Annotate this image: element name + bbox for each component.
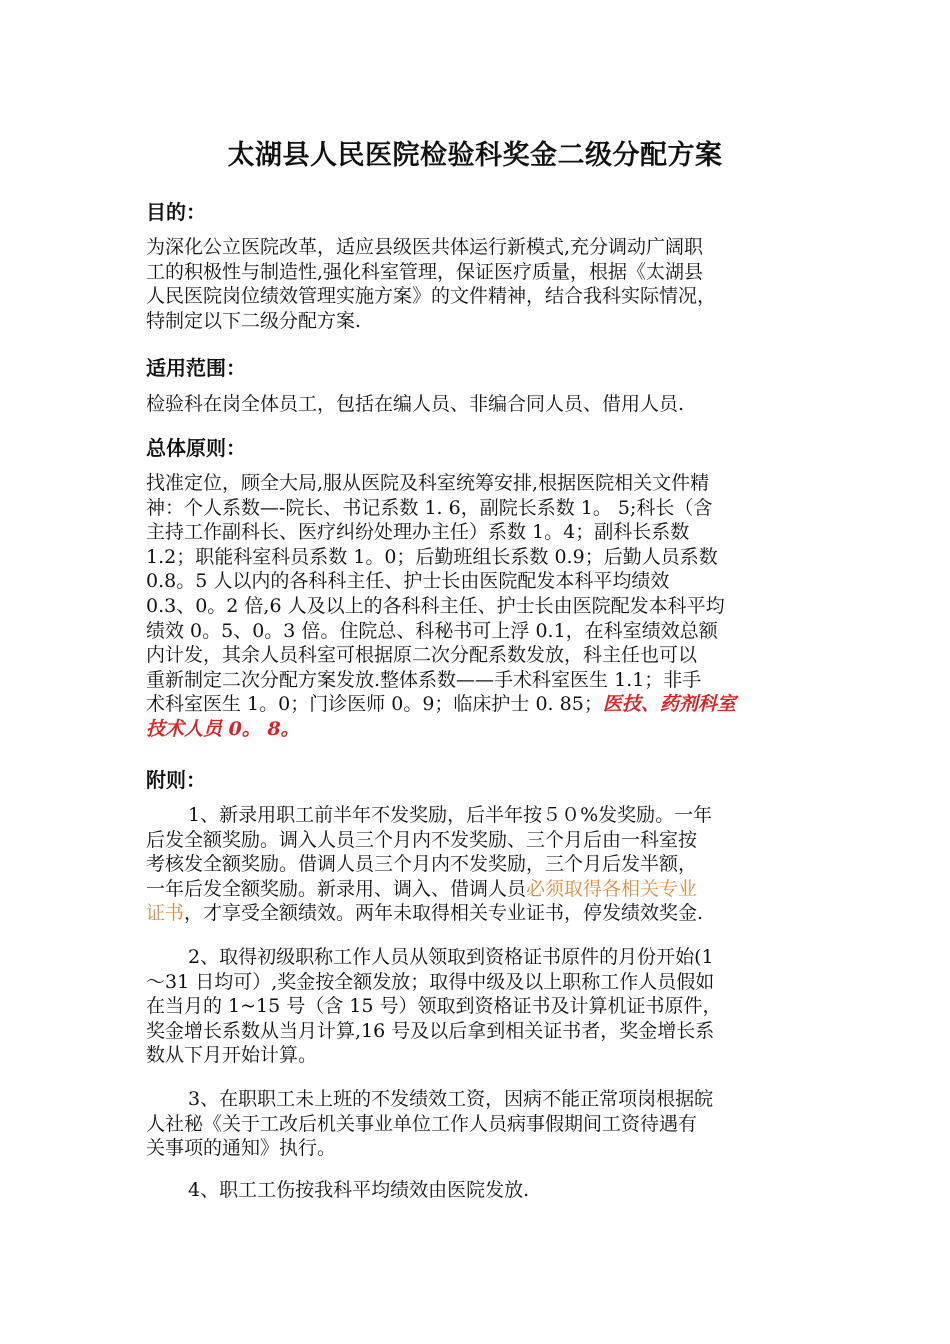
paragraph-scope xyxy=(146,392,808,417)
appendix-item-1 xyxy=(146,803,808,926)
text-line: 3、在职职工未上班的不发绩效工资，因病不能正常项岗根据皖 xyxy=(188,1088,714,1110)
text-line: 4、职工工伤按我科平均绩效由医院发放. xyxy=(188,1179,530,1201)
section-heading-principles: 总体原则： xyxy=(146,436,246,460)
text-segment: ，才享受全额绩效。两年未取得相关专业证书，停发绩效奖金. xyxy=(184,902,704,925)
section-heading-purpose: 目的： xyxy=(146,200,206,224)
text-line: 关事项的通知》执行。 xyxy=(146,1137,337,1160)
text-line: 神：个人系数—-院长、书记系数 1. 6，副院长系数 1。 5;科长（含 xyxy=(146,496,713,519)
text-line: 1.2；职能科室科员系数 1。0；后勤班组长系数 0.9；后勤人员系数 xyxy=(146,545,718,568)
text-line: 0.8。5 人以内的各科科主任、护士长由医院配发本科平均绩效 xyxy=(146,570,670,593)
appendix-item-2 xyxy=(146,945,808,1068)
text-line-mixed xyxy=(146,901,808,926)
text-segment: 术科室医生 1。0；门诊医师 0。9；临床护士 0. 85； xyxy=(146,693,603,716)
text-line-mixed xyxy=(146,692,808,717)
text-line: 主持工作副科长、医疗纠纷处理办主任）系数 1。4；副科长系数 xyxy=(146,521,690,544)
text-line: 后发全额奖励。调入人员三个月内不发奖励、三个月后由一科室按 xyxy=(146,828,698,851)
highlight-orange-text: 证书 xyxy=(146,902,185,925)
text-line: 检验科在岗全体员工，包括在编人员、非编合同人员、借用人员. xyxy=(146,393,685,415)
highlight-red-text: 技术人员 0。 8。 xyxy=(146,717,300,740)
text-line: 1、新录用职工前半年不发奖励，后半年按５０%发奖励。一年 xyxy=(188,804,713,826)
text-line: 重新制定二次分配方案发放.整体系数——手术科室医生 1.1；非手 xyxy=(146,668,702,691)
highlight-orange-text: 必须取得各相关专业 xyxy=(526,877,698,900)
text-line: 考核发全额奖励。借调人员三个月内不发奖励，三个月后发半额， xyxy=(146,853,698,876)
text-line: 内计发，其余人员科室可根据原二次分配系数发放，科主任也可以 xyxy=(146,644,698,667)
text-line: 数从下月开始计算。 xyxy=(146,1044,318,1067)
text-line: ～31 日均可）,奖金按全额发放；取得中级及以上职称工作人员假如 xyxy=(146,970,715,993)
text-line: 0.3、0。2 倍,6 人及以上的各科科主任、护士长由医院配发本科平均 xyxy=(146,594,725,617)
text-line: 工的积极性与制造性,强化科室管理，保证医疗质量，根据《太湖县 xyxy=(146,260,704,283)
text-line: 奖金增长系数从当月计算,16 号及以后拿到相关证书者，奖金增长系 xyxy=(146,1019,715,1042)
text-line: 人社秘《关于工改后机关事业单位工作人员病事假期间工资待遇有 xyxy=(146,1112,698,1135)
text-segment: 一年后发全额奖励。新录用、调入、借调人员 xyxy=(146,877,527,900)
paragraph-principles xyxy=(146,471,808,742)
text-line: 在当月的 1~15 号（含 15 号）领取到资格证书及计算机证书原件， xyxy=(146,995,722,1018)
section-heading-scope: 适用范围： xyxy=(146,356,246,380)
text-line: 人民医院岗位绩效管理实施方案》的文件精神，结合我科实际情况， xyxy=(146,285,717,308)
section-heading-appendix: 附则： xyxy=(146,768,206,792)
document-title: 太湖县人民医院检验科奖金二级分配方案 xyxy=(227,140,723,171)
text-line: 2、取得初级职称工作人员从领取到资格证书原件的月份开始(1 xyxy=(188,946,714,968)
paragraph-purpose xyxy=(146,235,808,333)
text-line: 为深化公立医院改革，适应县级医共体运行新模式,充分调动广阔职 xyxy=(146,236,704,258)
text-line: 找准定位，顾全大局,服从医院及科室统筹安排,根据医院相关文件精 xyxy=(146,472,710,494)
text-line-mixed xyxy=(146,877,808,902)
text-line: 绩效 0。5、0。3 倍。住院总、科秘书可上浮 0.1，在科室绩效总额 xyxy=(146,619,718,642)
text-line: 特制定以下二级分配方案. xyxy=(146,309,362,332)
highlight-red-text: 医技、药剂科室 xyxy=(602,693,736,716)
appendix-item-3 xyxy=(146,1087,808,1161)
appendix-item-4 xyxy=(146,1178,808,1203)
